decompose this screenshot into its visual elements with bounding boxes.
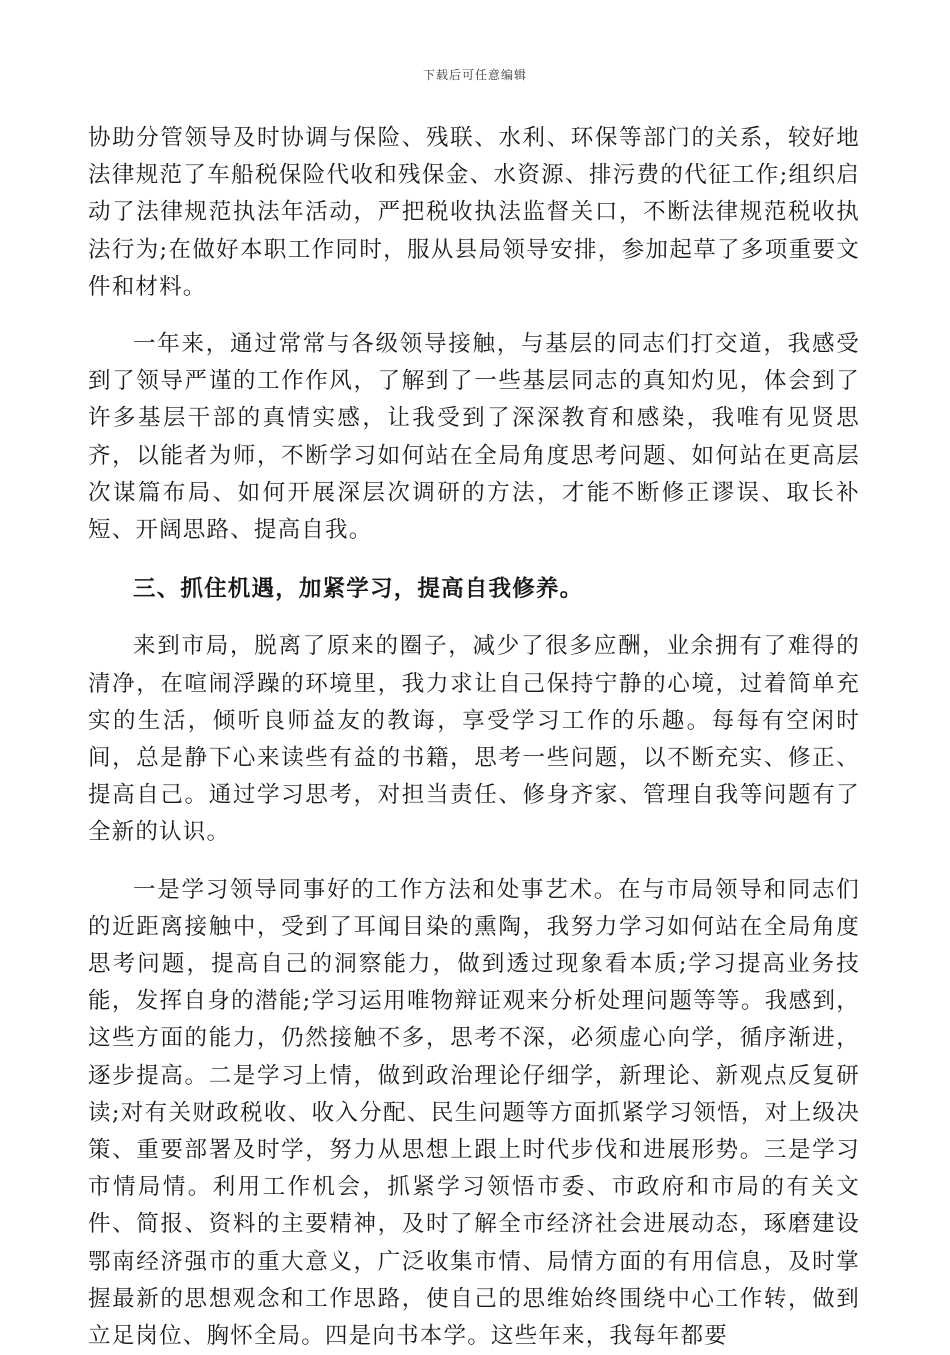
paragraph-4: 一是学习领导同事好的工作方法和处事艺术。在与市局领导和同志们的近距离接触中，受到了耳闻目染的熏陶，我努力学习如何站在全局角度思考问题，提高自己的洞察能力，做到透过现象看本质;学习提高业务技能，发挥自身的潜能;学习运用唯物辩证观来分析处理问题等等。我感到，这些方面的能力，仍然接触不多，思考不深，必须虚心向学，循序渐进，逐步提高。二是学习上情，做到政治理论仔细学，新理论、新观点反复研读;对有关财政税收、收入分配、民生问题等方面抓紧学习领悟，对上级决策、重要部署及时学，努力从思想上跟上时代步伐和进展形势。三是学习市情局情。利用工作机会，抓紧学习领悟市委、市政府和市局的有关文件、简报、资料的主要精神，及时了解全市经济社会进展动态，琢磨建设鄂南经济强市的重大意义，广泛收集市情、局情方面的有用信息，及时掌握最新的思想观念和工作思路，使自己的思维始终围绕中心工作转，做到立足岗位、胸怀全局。四是向书本学。这些年来，我每年都要 (88, 876, 860, 1350)
paragraph-2: 一年来，通过常常与各级领导接触，与基层的同志们打交道，我感受到了领导严谨的工作作风，了解到了一些基层同志的真知灼见，体会到了许多基层干部的真情实感，让我受到了深深教育和感染，我唯有见贤思齐，以能者为师，不断学习如何站在全局角度思考问题、如何站在更高层次谋篇布局、如何开展深层次调研的方法，才能不断修正谬误、取长补短、开阔思路、提高自我。 (88, 331, 860, 544)
section-heading-3: 三、抓住机遇，加紧学习，提高自我修养。 (133, 576, 584, 603)
page-header-note: 下载后可任意编辑 (422, 68, 527, 82)
document-body (88, 120, 860, 1355)
paragraph-1: 协助分管领导及时协调与保险、残联、水利、环保等部门的关系，较好地法律规范了车船税保险代收和残保金、水资源、排污费的代征工作;组织启动了法律规范执法年活动，严把税收执法监督关口，不断法律规范税收执法行为;在做好本职工作同时，服从县局领导安排，参加起草了多项重要文件和材料。 (88, 125, 860, 300)
paragraph-3: 来到市局，脱离了原来的圈子，减少了很多应酬，业余拥有了难得的清净，在喧闹浮躁的环境里，我力求让自己保持宁静的心境，过着简单充实的生活，倾听良师益友的教诲，享受学习工作的乐趣。每每有空闲时间，总是静下心来读些有益的书籍，思考一些问题，以不断充实、修正、提高自己。通过学习思考，对担当责任、修身齐家、管理自我等问题有了全新的认识。 (88, 633, 860, 846)
